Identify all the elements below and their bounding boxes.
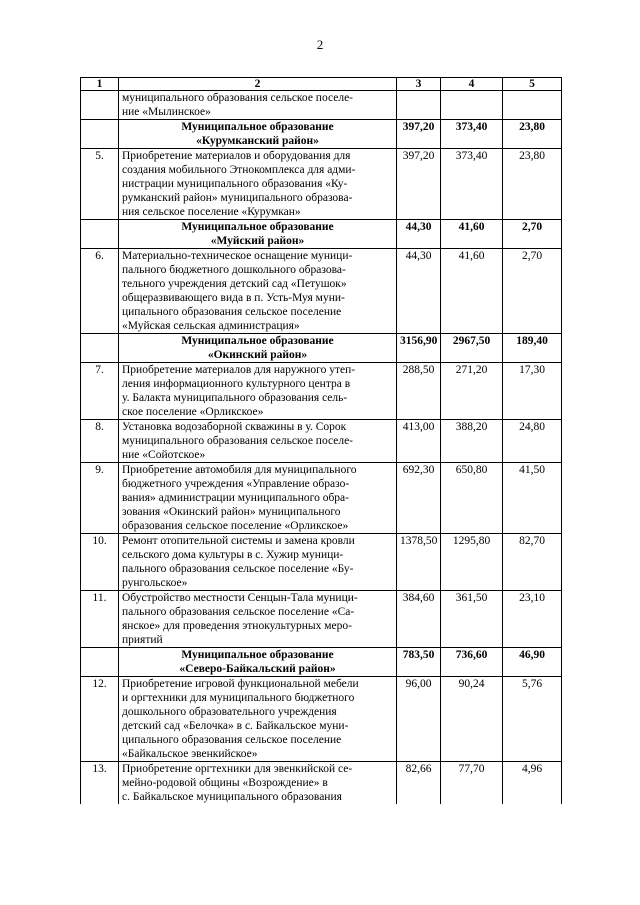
table-row	[81, 591, 562, 648]
amount-cell-c4: 361,50	[441, 591, 503, 648]
page-number: 2	[316, 37, 324, 52]
amount-cell-c5: 23,80	[503, 120, 562, 149]
amount-cell-c5: 2,70	[503, 249, 562, 334]
description-cell	[119, 363, 397, 420]
row-number-cell: 12.	[81, 677, 119, 762]
description-cell	[119, 91, 397, 120]
description-line: Приобретение игровой функциональной мебели	[122, 678, 359, 690]
description-line: общеразвивающего вида в п. Усть-Муя муни-	[122, 292, 345, 304]
description-line: мейно-родовой общины «Возрождение» в	[122, 777, 328, 789]
row-number-cell: 9.	[81, 463, 119, 534]
row-number-cell: 13.	[81, 762, 119, 805]
amount-cell-c4: 2967,50	[441, 334, 503, 363]
description-line: рунгольское»	[122, 577, 188, 589]
amount-cell-c5: 5,76	[503, 677, 562, 762]
group-name-cell	[119, 220, 397, 249]
description-line: Обустройство местности Сенцын-Тала муници-	[122, 592, 358, 604]
row-number-cell: 5.	[81, 149, 119, 220]
description-line: ния сельское поселение «Курумкан»	[122, 206, 301, 218]
group-name-line: Муниципальное образование	[181, 121, 334, 133]
amount-cell-c3: 413,00	[397, 420, 441, 463]
amount-cell-c4: 271,20	[441, 363, 503, 420]
group-name-line: «Окинский район»	[207, 349, 308, 361]
column-header: 5	[503, 78, 562, 91]
description-line: у. Балакта муниципального образования сель-	[122, 392, 348, 404]
description-line: Приобретение автомобиля для муниципального	[122, 464, 357, 476]
group-name-line: «Северо-Байкальский район»	[179, 663, 336, 675]
amount-cell-c5: 23,10	[503, 591, 562, 648]
row-number-cell: 11.	[81, 591, 119, 648]
description-line: Приобретение материалов для наружного утеп-	[122, 364, 356, 376]
amount-cell-c4: 77,70	[441, 762, 503, 805]
description-line: приятий	[122, 634, 163, 646]
description-line: бюджетного учреждения «Управление образо-	[122, 478, 350, 490]
amount-cell-c5: 82,70	[503, 534, 562, 591]
amount-cell-c4: 1295,80	[441, 534, 503, 591]
amount-cell-c5: 41,50	[503, 463, 562, 534]
row-number-cell	[81, 91, 119, 120]
amount-cell-c3: 692,30	[397, 463, 441, 534]
amount-cell-c3: 783,50	[397, 648, 441, 677]
group-name-cell	[119, 648, 397, 677]
amount-cell-c4: 373,40	[441, 149, 503, 220]
table-row	[81, 463, 562, 534]
amount-cell-c5: 23,80	[503, 149, 562, 220]
description-line: муниципального образования сельское поселе-	[122, 435, 354, 447]
amount-cell-c3: 397,20	[397, 149, 441, 220]
group-name-line: «Курумканский район»	[196, 135, 319, 147]
amount-cell-c3: 82,66	[397, 762, 441, 805]
amount-cell-c3: 96,00	[397, 677, 441, 762]
amount-cell-c4: 90,24	[441, 677, 503, 762]
amount-cell-c3: 397,20	[397, 120, 441, 149]
description-line: сельского дома культуры в с. Хужир муници-	[122, 549, 344, 561]
amount-cell-c5: 4,96	[503, 762, 562, 805]
description-line: дошкольного образовательного учреждения	[122, 706, 337, 718]
description-line: янское» для проведения этнокультурных меро-	[122, 620, 352, 632]
description-cell	[119, 463, 397, 534]
table-row	[81, 91, 562, 120]
description-line: ское поселение «Орликское»	[122, 406, 264, 418]
description-line: ления информационного культурного центра в	[122, 378, 351, 390]
amount-cell-c4: 41,60	[441, 220, 503, 249]
description-line: Установка водозаборной скважины в у. Сорок	[122, 421, 347, 433]
description-cell	[119, 677, 397, 762]
amount-cell-c3: 384,60	[397, 591, 441, 648]
group-name-line: Муниципальное образование	[181, 335, 334, 347]
description-cell	[119, 591, 397, 648]
amount-cell-c5: 2,70	[503, 220, 562, 249]
amount-cell-c3: 1378,50	[397, 534, 441, 591]
description-line: пального образования сельское поселение «Са-	[122, 606, 355, 618]
amount-cell-c3: 3156,90	[397, 334, 441, 363]
budget-table	[80, 77, 562, 804]
description-cell	[119, 149, 397, 220]
table-row	[81, 363, 562, 420]
row-number-cell: 7.	[81, 363, 119, 420]
amount-cell-c5	[503, 91, 562, 120]
column-header: 4	[441, 78, 503, 91]
description-line: муниципального образования сельское поселе-	[122, 92, 354, 104]
group-row	[81, 120, 562, 149]
amount-cell-c4: 736,60	[441, 648, 503, 677]
description-cell	[119, 249, 397, 334]
group-row	[81, 648, 562, 677]
description-line: Приобретение материалов и оборудования для	[122, 150, 351, 162]
group-name-line: Муниципальное образование	[181, 221, 334, 233]
description-line: вания» администрации муниципального обра-	[122, 492, 349, 504]
description-line: румканский район» муниципального образова-	[122, 192, 353, 204]
description-line: Приобретение оргтехники для эвенкийской се-	[122, 763, 353, 775]
description-line: создания мобильного Этнокомплекса для адми-	[122, 164, 356, 176]
amount-cell-c5: 46,90	[503, 648, 562, 677]
group-name-line: Муниципальное образование	[181, 649, 334, 661]
amount-cell-c4: 41,60	[441, 249, 503, 334]
row-number-cell: 8.	[81, 420, 119, 463]
description-cell	[119, 534, 397, 591]
table-row	[81, 420, 562, 463]
description-line: «Байкальское эвенкийское»	[122, 748, 258, 760]
description-line: с. Байкальское муниципального образования	[122, 791, 342, 803]
group-name-line: «Муйский район»	[210, 235, 305, 247]
description-line: Ремонт отопительной системы и замена кровли	[122, 535, 355, 547]
row-number-cell: 6.	[81, 249, 119, 334]
table-row	[81, 249, 562, 334]
table-row	[81, 677, 562, 762]
amount-cell-c5: 24,80	[503, 420, 562, 463]
description-line: образования сельское поселение «Орликское»	[122, 520, 349, 532]
table-row	[81, 149, 562, 220]
description-line: Материально-техническое оснащение муници-	[122, 250, 353, 262]
column-header: 3	[397, 78, 441, 91]
description-line: и оргтехники для муниципального бюджетного	[122, 692, 355, 704]
description-line: ние «Мылинское»	[122, 106, 211, 118]
row-number-cell	[81, 120, 119, 149]
amount-cell-c4: 650,80	[441, 463, 503, 534]
amount-cell-c3	[397, 91, 441, 120]
group-row	[81, 334, 562, 363]
group-name-cell	[119, 334, 397, 363]
amount-cell-c5: 17,30	[503, 363, 562, 420]
amount-cell-c3: 44,30	[397, 220, 441, 249]
description-cell	[119, 420, 397, 463]
group-name-cell	[119, 120, 397, 149]
description-line: детский сад «Белочка» в с. Байкальское муни-	[122, 720, 349, 732]
description-line: нистрации муниципального образования «Ку-	[122, 178, 348, 190]
column-header: 1	[81, 78, 119, 91]
row-number-cell: 10.	[81, 534, 119, 591]
row-number-cell	[81, 334, 119, 363]
amount-cell-c3: 288,50	[397, 363, 441, 420]
description-line: ципального образования сельское поселение	[122, 734, 342, 746]
description-line: «Муйская сельская администрация»	[122, 320, 300, 332]
table-row	[81, 534, 562, 591]
amount-cell-c4: 373,40	[441, 120, 503, 149]
description-line: ние «Сойотское»	[122, 449, 206, 461]
column-header: 2	[119, 78, 397, 91]
group-row	[81, 220, 562, 249]
row-number-cell	[81, 220, 119, 249]
amount-cell-c5: 189,40	[503, 334, 562, 363]
amount-cell-c4: 388,20	[441, 420, 503, 463]
description-line: пального бюджетного дошкольного образова-	[122, 264, 346, 276]
description-line: пального образования сельское поселение «Бу-	[122, 563, 354, 575]
table-row	[81, 762, 562, 805]
description-cell	[119, 762, 397, 805]
description-line: тельного учреждения детский сад «Петушок»	[122, 278, 347, 290]
description-line: зования «Окинский район» муниципального	[122, 506, 341, 518]
amount-cell-c3: 44,30	[397, 249, 441, 334]
table-header-row	[81, 78, 562, 91]
amount-cell-c4	[441, 91, 503, 120]
row-number-cell	[81, 648, 119, 677]
description-line: ципального образования сельское поселение	[122, 306, 342, 318]
